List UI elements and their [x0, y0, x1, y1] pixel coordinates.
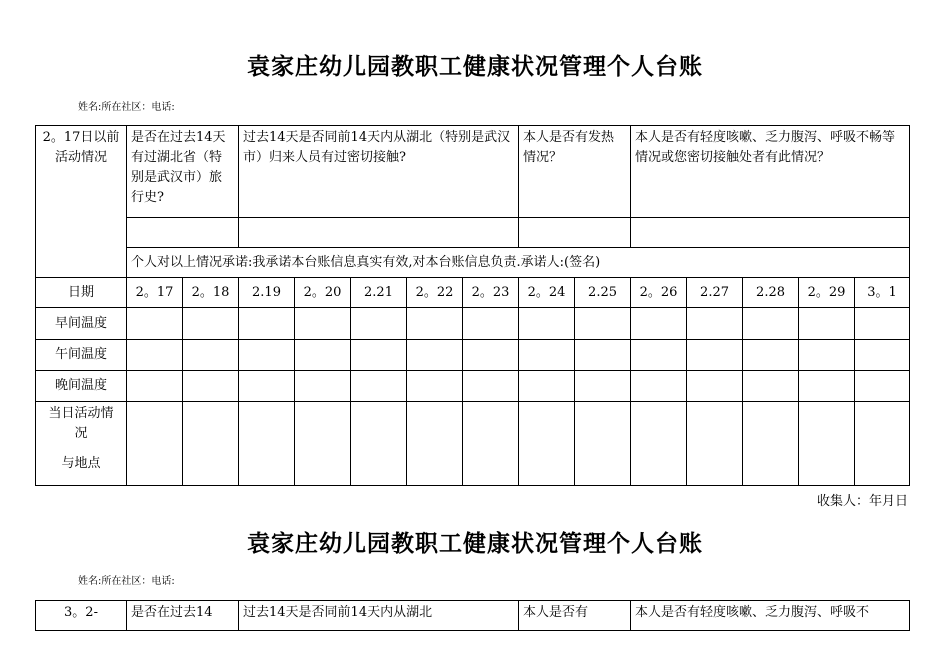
temp-cell[interactable] [127, 340, 183, 371]
question-close-contact: 过去14天是否同前14天内从湖北（特别是武汉市）归来人员有过密切接触? [239, 126, 519, 218]
noon-temp-row [36, 340, 910, 371]
temp-cell[interactable] [799, 308, 855, 340]
temp-cell[interactable] [687, 340, 743, 371]
temp-cell[interactable] [183, 371, 239, 402]
answer-cell[interactable] [239, 218, 519, 248]
page-title: 袁家庄幼儿园教职工健康状况管理个人台账 [247, 54, 703, 80]
health-ledger-table [35, 125, 910, 486]
date-cell: 2.21 [351, 278, 407, 308]
date-cell: 2。23 [463, 278, 519, 308]
temp-cell[interactable] [631, 308, 687, 340]
temp-cell[interactable] [687, 371, 743, 402]
evening-temp-label: 晚间温度 [36, 371, 127, 402]
pre-activity-label: 3。2- [36, 601, 127, 631]
answer-row [36, 218, 910, 248]
temp-cell[interactable] [575, 340, 631, 371]
activity-cell[interactable] [183, 402, 239, 486]
page-title: 袁家庄幼儿园教职工健康状况管理个人台账 [247, 531, 703, 557]
activity-cell[interactable] [407, 402, 463, 486]
temp-cell[interactable] [519, 371, 575, 402]
temp-cell[interactable] [295, 371, 351, 402]
promise-statement: 个人对以上情况承诺:我承诺本台账信息真实有效,对本台账信息负责.承诺人:(签名) [127, 248, 910, 278]
temp-cell[interactable] [743, 371, 799, 402]
question-symptoms: 本人是否有轻度咳嗽、乏力腹泻、呼吸不 [631, 601, 910, 631]
answer-cell[interactable] [519, 218, 631, 248]
temp-cell[interactable] [799, 340, 855, 371]
question-symptoms: 本人是否有轻度咳嗽、乏力腹泻、呼吸不畅等情况或您密切接触处者有此情况？ [631, 126, 910, 218]
morning-temp-row [36, 308, 910, 340]
temp-cell[interactable] [519, 340, 575, 371]
evening-temp-row [36, 371, 910, 402]
date-cell: 2.27 [687, 278, 743, 308]
question-row [36, 126, 910, 218]
temp-cell[interactable] [463, 308, 519, 340]
date-label: 日期 [36, 278, 127, 308]
answer-cell[interactable] [631, 218, 910, 248]
date-cell: 2.19 [239, 278, 295, 308]
question-fever: 本人是否有发热情况？ [519, 126, 631, 218]
date-cell: 2.28 [743, 278, 799, 308]
question-hubei-travel: 是否在过去14天有过湖北省（特别是武汉市）旅行史? [127, 126, 239, 218]
daily-activity-label-line2: 与地点 [61, 456, 101, 471]
temp-cell[interactable] [295, 340, 351, 371]
temp-cell[interactable] [743, 340, 799, 371]
temp-cell[interactable] [351, 340, 407, 371]
activity-cell[interactable] [239, 402, 295, 486]
temp-cell[interactable] [407, 371, 463, 402]
activity-cell[interactable] [855, 402, 910, 486]
temp-cell[interactable] [127, 308, 183, 340]
noon-temp-label: 午间温度 [36, 340, 127, 371]
temp-cell[interactable] [351, 371, 407, 402]
collector-line: 收集人：年月日 [816, 494, 908, 509]
temp-cell[interactable] [855, 340, 910, 371]
temp-cell[interactable] [407, 308, 463, 340]
date-cell: 2。18 [183, 278, 239, 308]
activity-cell[interactable] [351, 402, 407, 486]
date-cell: 2。26 [631, 278, 687, 308]
temp-cell[interactable] [407, 340, 463, 371]
date-cell: 2。17 [127, 278, 183, 308]
activity-cell[interactable] [799, 402, 855, 486]
temp-cell[interactable] [687, 308, 743, 340]
date-cell: 3。1 [855, 278, 910, 308]
activity-cell[interactable] [519, 402, 575, 486]
activity-cell[interactable] [295, 402, 351, 486]
promise-row [36, 248, 910, 278]
temp-cell[interactable] [183, 340, 239, 371]
temp-cell[interactable] [855, 308, 910, 340]
activity-cell[interactable] [743, 402, 799, 486]
question-hubei-travel: 是否在过去14 [127, 601, 239, 631]
temp-cell[interactable] [631, 340, 687, 371]
temp-cell[interactable] [183, 308, 239, 340]
date-row [36, 278, 910, 308]
activity-cell[interactable] [127, 402, 183, 486]
date-cell: 2。24 [519, 278, 575, 308]
morning-temp-label: 早间温度 [36, 308, 127, 340]
temp-cell[interactable] [239, 340, 295, 371]
temp-cell[interactable] [799, 371, 855, 402]
activity-cell[interactable] [631, 402, 687, 486]
daily-activity-row [36, 402, 910, 486]
temp-cell[interactable] [351, 308, 407, 340]
activity-cell[interactable] [575, 402, 631, 486]
date-cell: 2。29 [799, 278, 855, 308]
health-ledger-table [35, 600, 910, 631]
personal-info-line: 姓名:所在社区：电话: [78, 576, 175, 587]
activity-cell[interactable] [463, 402, 519, 486]
question-row [36, 601, 910, 631]
temp-cell[interactable] [239, 371, 295, 402]
date-cell: 2。20 [295, 278, 351, 308]
question-close-contact: 过去14天是否同前14天内从湖北 [239, 601, 519, 631]
daily-activity-label [36, 402, 127, 486]
daily-activity-label-line1: 当日活动情况 [48, 406, 114, 441]
question-fever: 本人是否有 [519, 601, 631, 631]
temp-cell[interactable] [575, 371, 631, 402]
date-cell: 2.25 [575, 278, 631, 308]
temp-cell[interactable] [575, 308, 631, 340]
personal-info-line: 姓名:所在社区：电话: [78, 102, 175, 113]
temp-cell[interactable] [127, 371, 183, 402]
temp-cell[interactable] [239, 308, 295, 340]
temp-cell[interactable] [631, 371, 687, 402]
activity-cell[interactable] [687, 402, 743, 486]
temp-cell[interactable] [855, 371, 910, 402]
temp-cell[interactable] [743, 308, 799, 340]
temp-cell[interactable] [519, 308, 575, 340]
pre-activity-label: 2。17日以前活动情况 [36, 126, 127, 278]
temp-cell[interactable] [463, 340, 519, 371]
date-cell: 2。22 [407, 278, 463, 308]
temp-cell[interactable] [463, 371, 519, 402]
temp-cell[interactable] [295, 308, 351, 340]
answer-cell[interactable] [127, 218, 239, 248]
